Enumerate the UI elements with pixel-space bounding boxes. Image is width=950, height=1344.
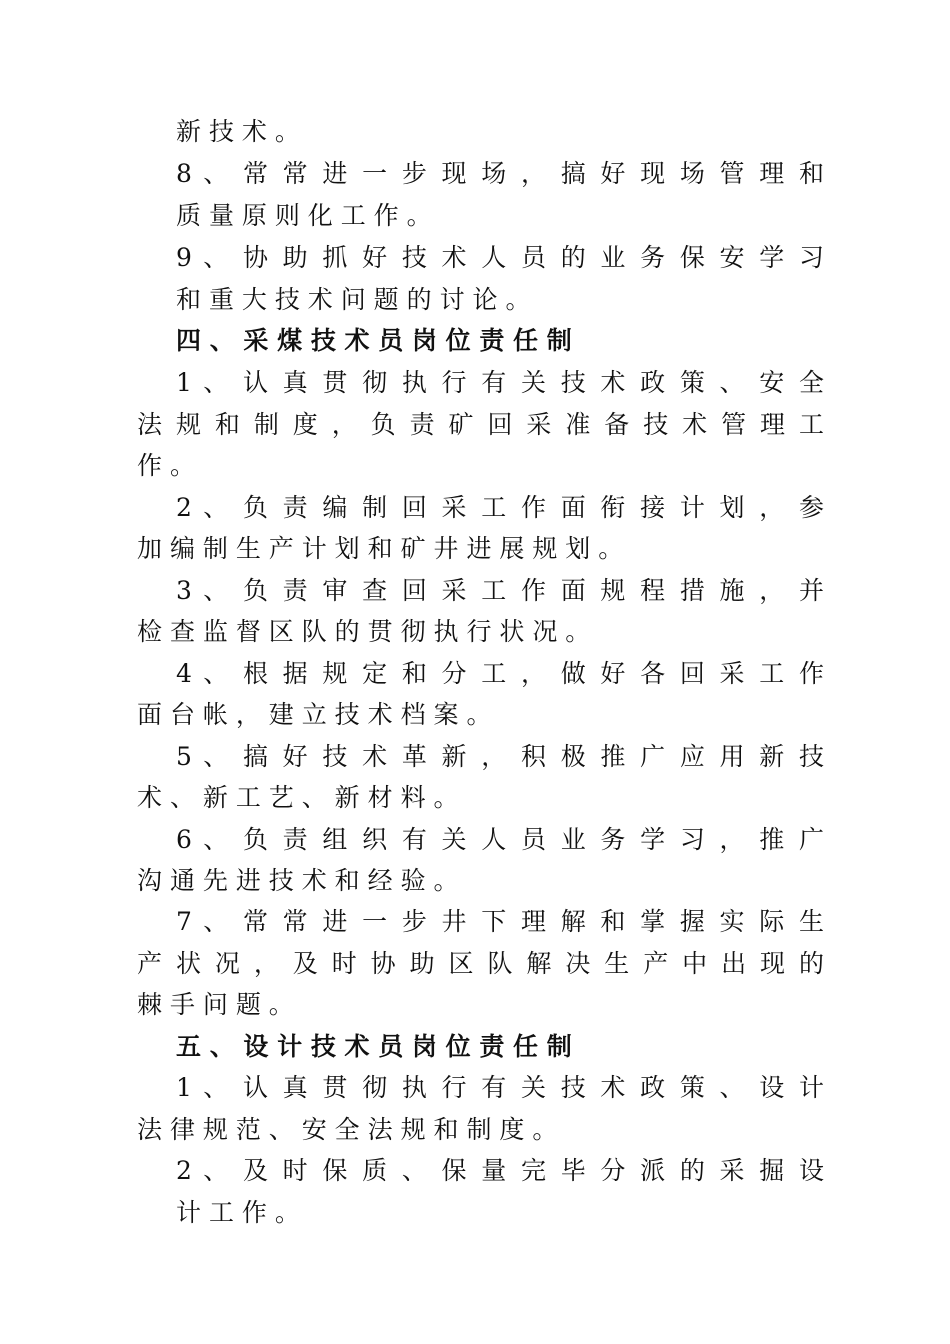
text-line: 新 技 术 。 <box>176 117 300 146</box>
text-line: 计 工 作 。 <box>176 1198 300 1227</box>
text-line: 1 、 认 真 贯 彻 执 行 有 关 技 术 政 策 、 设 计 <box>176 1073 824 1102</box>
text-line: 法 律 规 范 、 安 全 法 规 和 制 度 。 <box>137 1115 558 1144</box>
text-line: 4 、 根 据 规 定 和 分 工 ， 做 好 各 回 采 工 作 <box>176 659 824 688</box>
text-line: 和 重 大 技 术 问 题 的 讨 论 。 <box>176 285 531 314</box>
text-line: 8 、 常 常 进 一 步 现 场 ， 搞 好 现 场 管 理 和 <box>176 159 824 188</box>
text-line: 法 规 和 制 度 ， 负 责 矿 回 采 准 备 技 术 管 理 工 <box>137 410 824 439</box>
text-line: 质 量 原 则 化 工 作 。 <box>176 201 432 230</box>
section-heading: 五 、 设 计 技 术 员 岗 位 责 任 制 <box>176 1032 572 1061</box>
text-line: 5 、 搞 好 技 术 革 新 ， 积 极 推 广 应 用 新 技 <box>176 742 824 771</box>
text-line: 产 状 况 ， 及 时 协 助 区 队 解 决 生 产 中 出 现 的 <box>137 949 824 978</box>
text-line: 棘 手 问 题 。 <box>137 990 294 1019</box>
text-line: 检 查 监 督 区 队 的 贯 彻 执 行 状 况 。 <box>137 617 591 646</box>
text-line: 1 、 认 真 贯 彻 执 行 有 关 技 术 政 策 、 安 全 <box>176 368 824 397</box>
text-line: 沟 通 先 进 技 术 和 经 验 。 <box>137 866 459 895</box>
section-heading: 四 、 采 煤 技 术 员 岗 位 责 任 制 <box>176 326 572 355</box>
text-line: 3 、 负 责 审 查 回 采 工 作 面 规 程 措 施 ， 并 <box>176 576 824 605</box>
text-line: 2 、 及 时 保 质 、 保 量 完 毕 分 派 的 采 掘 设 <box>176 1156 824 1185</box>
text-line: 7 、 常 常 进 一 步 井 下 理 解 和 掌 握 实 际 生 <box>176 907 824 936</box>
text-line: 术 、 新 工 艺 、 新 材 料 。 <box>137 783 459 812</box>
text-line: 作 。 <box>137 451 195 480</box>
text-line: 9 、 协 助 抓 好 技 术 人 员 的 业 务 保 安 学 习 <box>176 243 824 272</box>
text-line: 加 编 制 生 产 计 划 和 矿 井 进 展 规 划 。 <box>137 534 624 563</box>
text-line: 6 、 负 责 组 织 有 关 人 员 业 务 学 习 ， 推 广 <box>176 825 824 854</box>
text-line: 面 台 帐 ， 建 立 技 术 档 案 。 <box>137 700 492 729</box>
text-line: 2 、 负 责 编 制 回 采 工 作 面 衔 接 计 划 ， 参 <box>176 493 824 522</box>
